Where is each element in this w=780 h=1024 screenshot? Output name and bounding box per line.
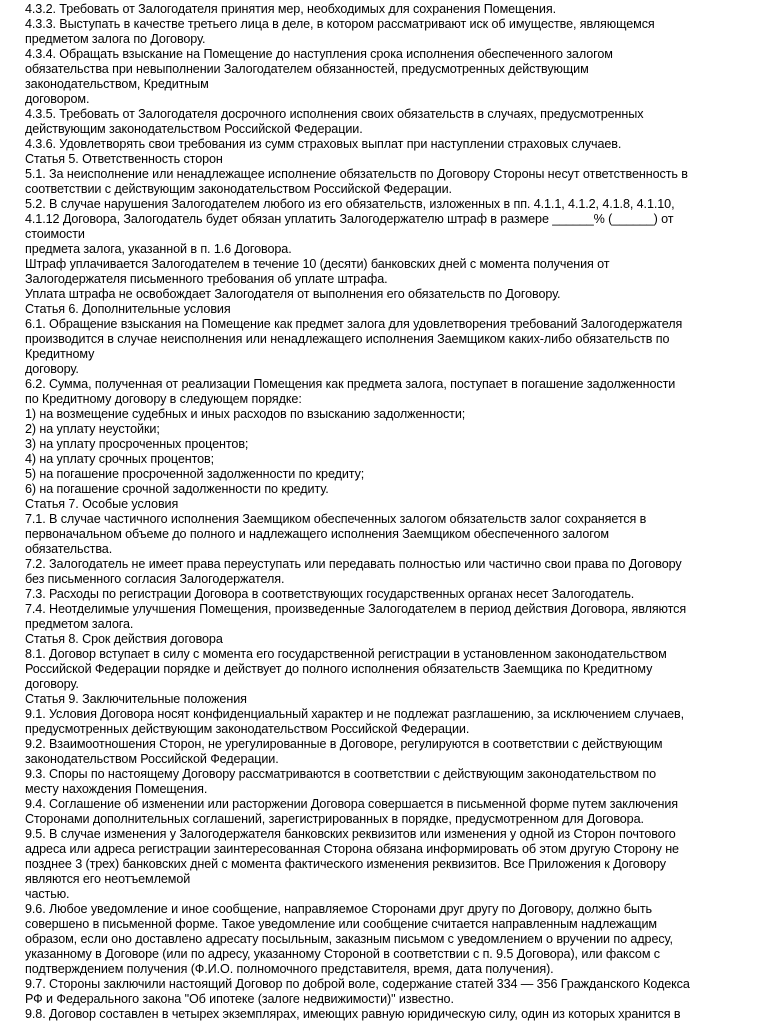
document-line: 9.3. Споры по настоящему Договору рассматриваются в соответствии с действующим законодательством по bbox=[25, 767, 656, 781]
document-line: договору. bbox=[25, 362, 79, 376]
document-line: образом, если оно доставлено адресату посыльным, заказным письмом с уведомлением о вручении по адресу, bbox=[25, 932, 673, 946]
document-line: законодательством, Кредитным bbox=[25, 77, 209, 91]
document-line: 5) на погашение просроченной задолженности по кредиту; bbox=[25, 467, 365, 481]
document-line: Статья 7. Особые условия bbox=[25, 497, 179, 511]
document-line: 7.2. Залогодатель не имеет права переуступать или передавать полностью или частично свои права по Договору bbox=[25, 557, 682, 571]
document-line: подтверждением получения (Ф.И.О. полномочного представителя, время, дата получения). bbox=[25, 962, 554, 976]
document-line: 7.4. Неотделимые улучшения Помещения, произведенные Залогодателем в период действия Договора, являются bbox=[25, 602, 687, 616]
document-line: 9.5. В случае изменения у Залогодержателя банковских реквизитов или изменения у одной из Сторон почтового bbox=[25, 827, 676, 841]
document-line: 4.3.3. Выступать в качестве третьего лица в деле, в котором рассматривают иск об имуществе, являющемся bbox=[25, 17, 655, 31]
document-line: 5.1. За неисполнение или ненадлежащее исполнение обязательств по Договору Стороны несут ответственность в bbox=[25, 167, 688, 181]
document-line: законодательством Российской Федерации. bbox=[25, 752, 279, 766]
document-line: Статья 6. Дополнительные условия bbox=[25, 302, 231, 316]
document-line: предмета залога, указанной в п. 1.6 Договора. bbox=[25, 242, 292, 256]
document-line: 3) на уплату просроченных процентов; bbox=[25, 437, 249, 451]
document-line: первоначальном объеме до полного и надлежащего исполнения Заемщиком обеспеченного залогом bbox=[25, 527, 609, 541]
document-line: обязательства. bbox=[25, 542, 113, 556]
document-line: 9.8. Договор составлен в четырех экземплярах, имеющих равную юридическую силу, один из которых хранится в bbox=[25, 1007, 681, 1021]
document-line: 2) на уплату неустойки; bbox=[25, 422, 160, 436]
document-line: 9.2. Взаимоотношения Сторон, не урегулированные в Договоре, регулируются в соответствии с действующим bbox=[25, 737, 663, 751]
document-line: 4.3.6. Удовлетворять свои требования из сумм страховых выплат при наступлении страховых случаев. bbox=[25, 137, 622, 151]
document-text bbox=[25, 2, 768, 1022]
document-line: 9.7. Стороны заключили настоящий Договор по доброй воле, содержание статей 334 — 356 Гражданского Кодекса bbox=[25, 977, 690, 991]
document-line: соответствии с действующим законодательством Российской Федерации. bbox=[25, 182, 452, 196]
document-line: позднее 3 (трех) банковских дней с момента фактического изменения реквизитов. Все Приложения к Договору bbox=[25, 857, 667, 871]
document-line: являются его неотъемлемой bbox=[25, 872, 191, 886]
document-line: предметом залога по Договору. bbox=[25, 32, 206, 46]
document-line: 4.3.5. Требовать от Залогодателя досрочного исполнения своих обязательств в случаях, предусмотренных bbox=[25, 107, 644, 121]
document-line: Кредитному bbox=[25, 347, 95, 361]
document-line: 9.1. Условия Договора носят конфиденциальный характер и не подлежат разглашению, за исключением случаев, bbox=[25, 707, 685, 721]
document-line: без письменного согласия Залогодержателя. bbox=[25, 572, 285, 586]
document-line: договором. bbox=[25, 92, 90, 106]
document-line: 1) на возмещение судебных и иных расходов по взысканию задолженности; bbox=[25, 407, 466, 421]
document-line: стоимости bbox=[25, 227, 85, 241]
document-line: Уплата штрафа не освобождает Залогодателя от выполнения его обязательств по Договору. bbox=[25, 287, 561, 301]
document-line: Залогодержателя письменного требования об уплате штрафа. bbox=[25, 272, 388, 286]
document-line: 4.3.2. Требовать от Залогодателя принятия мер, необходимых для сохранения Помещения. bbox=[25, 2, 556, 16]
document-line: договору. bbox=[25, 677, 79, 691]
document-line: действующим законодательством Российской Федерации. bbox=[25, 122, 363, 136]
document-line: 4.3.4. Обращать взыскание на Помещение до наступления срока исполнения обеспеченного залогом bbox=[25, 47, 613, 61]
document-line: совершено в письменной форме. Такое уведомление или сообщение считается направленным надлежащим bbox=[25, 917, 657, 931]
document-line: 5.2. В случае нарушения Залогодателем любого из его обязательств, изложенных в пп. 4.1.1, 4.1.2, 4.1.8, 4.1.10, bbox=[25, 197, 675, 211]
document-line: 9.4. Соглашение об изменении или расторжении Договора совершается в письменной форме путем заключения bbox=[25, 797, 679, 811]
document-line: по Кредитному договору в следующем порядке: bbox=[25, 392, 302, 406]
document-line: производится в случае неисполнения или ненадлежащего исполнения Заемщиком каких-либо обязательств по bbox=[25, 332, 670, 346]
document-line: 6.1. Обращение взыскания на Помещение как предмет залога для удовлетворения требований Залогодержателя bbox=[25, 317, 683, 331]
document-line: предусмотренных действующим законодательством Российской Федерации. bbox=[25, 722, 470, 736]
document-line: 7.1. В случае частичного исполнения Заемщиком обеспеченных залогом обязательств залог сохраняется в bbox=[25, 512, 647, 526]
document-line: 4) на уплату срочных процентов; bbox=[25, 452, 215, 466]
document-line: указанному в Договоре (или по адресу, указанному Стороной в соответствии с п. 9.5 Договора), или факсом с bbox=[25, 947, 660, 961]
document-line: адреса или адреса регистрации заинтересованная Сторона обязана информировать об этом другую Сторону не bbox=[25, 842, 679, 856]
document-line: 7.3. Расходы по регистрации Договора в соответствующих государственных органах несет Залогодатель. bbox=[25, 587, 635, 601]
document-line: 6) на погашение срочной задолженности по кредиту. bbox=[25, 482, 329, 496]
document-line: предметом залога. bbox=[25, 617, 134, 631]
document-line: Статья 5. Ответственность сторон bbox=[25, 152, 223, 166]
document-line: 6.2. Сумма, полученная от реализации Помещения как предмета залога, поступает в погашение задолженности bbox=[25, 377, 676, 391]
document-line: Российской Федерации порядке и действует до полного исполнения обязательств Заемщика по Кредитному bbox=[25, 662, 653, 676]
document-line: РФ и Федерального закона "Об ипотеке (залоге недвижимости)" известно. bbox=[25, 992, 454, 1006]
document-line: Статья 9. Заключительные положения bbox=[25, 692, 247, 706]
document-line: обязательства при невыполнении Залогодателем обязанностей, предусмотренных действующим bbox=[25, 62, 589, 76]
document-line: 9.6. Любое уведомление и иное сообщение, направляемое Сторонами друг другу по Договору, должно быть bbox=[25, 902, 652, 916]
document-line: Штраф уплачивается Залогодателем в течение 10 (десяти) банковских дней с момента получения от bbox=[25, 257, 610, 271]
document-line: Сторонами дополнительных соглашений, зарегистрированных в порядке, предусмотренном для Договора. bbox=[25, 812, 644, 826]
document-line: частью. bbox=[25, 887, 70, 901]
document-line: 8.1. Договор вступает в силу с момента его государственной регистрации в установленном законодательством bbox=[25, 647, 667, 661]
document-line: 4.1.12 Договора, Залогодатель будет обязан уплатить Залогодержателю штраф в размере ______% (______) от bbox=[25, 212, 674, 226]
document-line: Статья 8. Срок действия договора bbox=[25, 632, 223, 646]
document-line: месту нахождения Помещения. bbox=[25, 782, 208, 796]
